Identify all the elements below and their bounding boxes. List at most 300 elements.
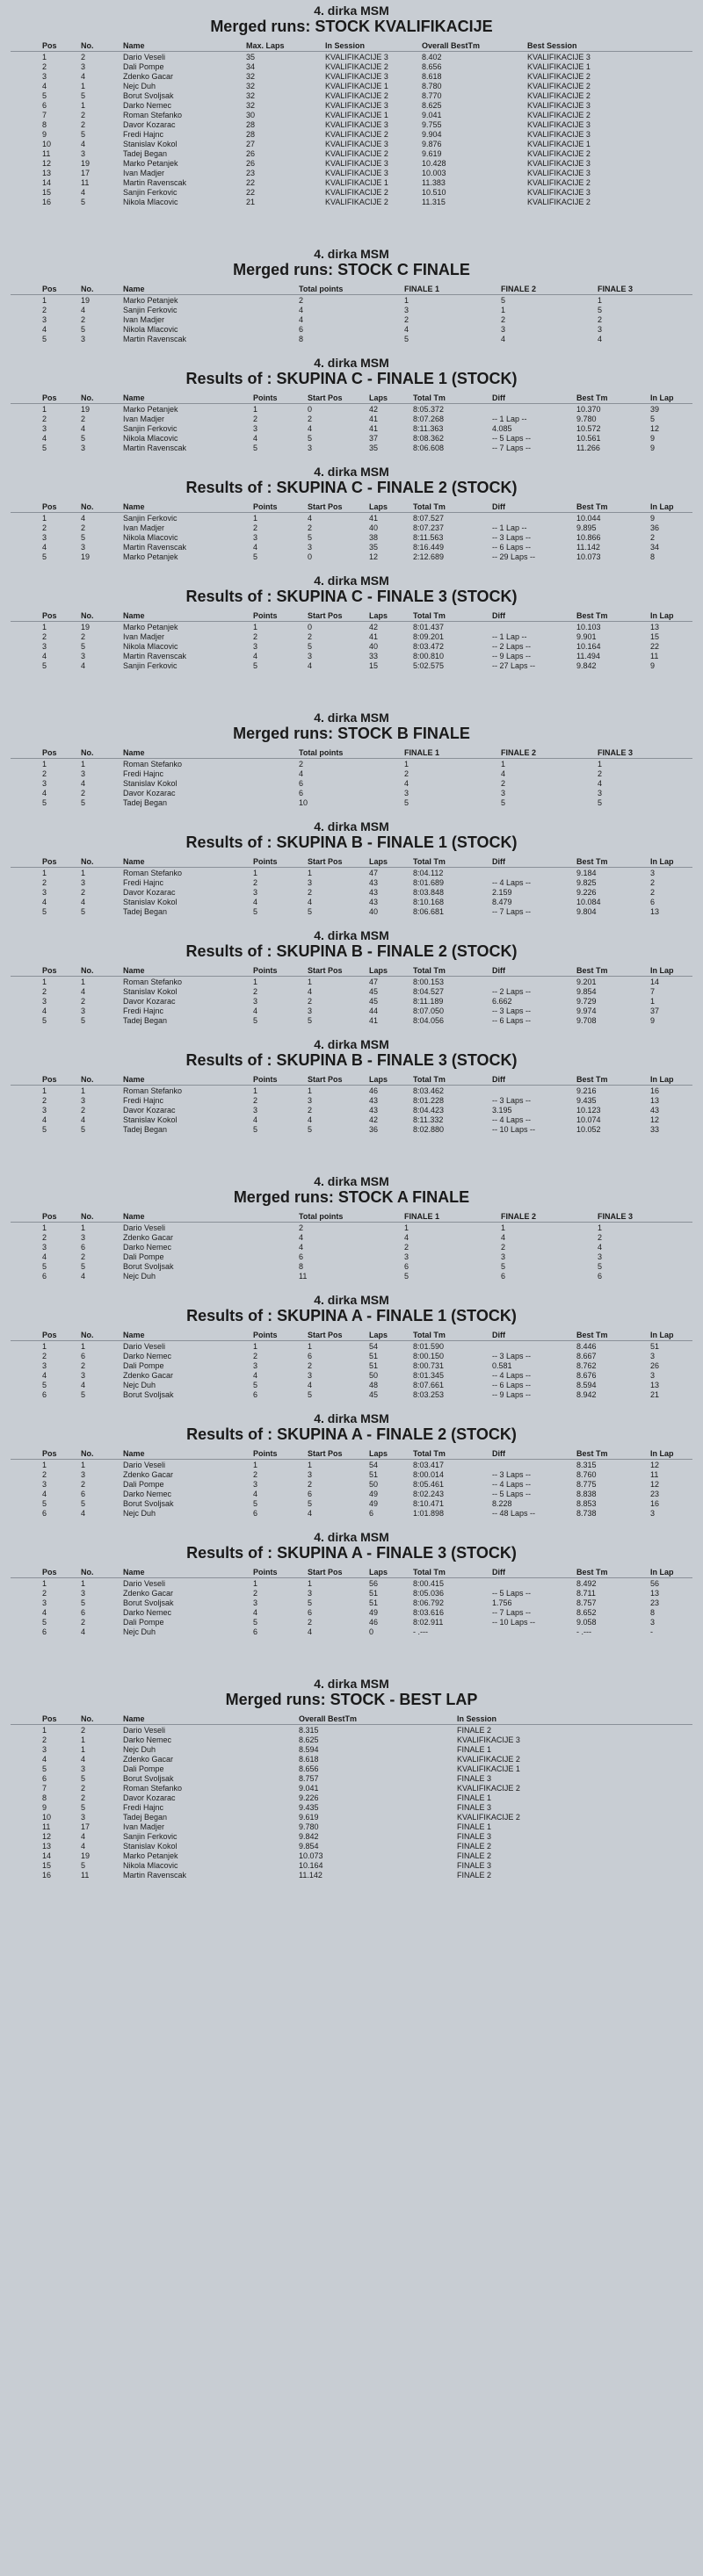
table-cell: 6 [299,788,304,797]
table-cell: 11.383 [422,177,446,187]
results-section [0,561,703,670]
table-cell: 8:03.472 [413,641,445,651]
table-cell: -- 6 Laps -- [492,542,532,552]
table-header-row [11,610,692,622]
table-cell: 4 [42,1754,47,1764]
table-cell: -- 7 Laps -- [492,1607,532,1617]
table-cell: 3 [650,868,656,877]
table-cell: 2 [501,1242,506,1252]
table-cell: 3 [501,788,506,797]
table-cell: Fredi Hajnc [123,1095,164,1105]
column-header: Start Pos [308,1075,343,1084]
table-cell: 9.755 [422,119,442,129]
table-cell: 0.581 [492,1360,512,1370]
table-cell: 3 [308,443,313,452]
table-cell: 2:12.689 [413,552,445,561]
table-cell: 11 [650,1469,659,1479]
table-cell: Martin Ravenscak [123,542,187,552]
table-cell: 8.618 [299,1754,319,1764]
table-cell: 9.780 [576,414,597,423]
column-header: No. [81,285,94,293]
table-cell: 15 [369,660,379,670]
table-cell: 4 [42,897,47,906]
column-header: Pos [42,1075,57,1084]
table-cell: Roman Stefanko [123,759,183,768]
table-cell: -- 6 Laps -- [492,1380,532,1389]
table-cell: 10 [42,1812,52,1822]
table-cell: 3 [81,1370,86,1380]
table-cell: -- 5 Laps -- [492,1489,532,1498]
table-cell: 8:01.437 [413,622,445,631]
column-header: No. [81,1714,94,1723]
table-cell: 14 [42,1851,52,1860]
table-row [11,1252,692,1261]
table-cell: KVALIFIKACIJE 2 [457,1783,520,1793]
table-cell: 8:04.056 [413,1015,445,1025]
section-title: Results of : SKUPINA C - FINALE 1 (STOCK) [185,370,518,387]
table-cell: 51 [369,1360,379,1370]
table-row [11,778,692,788]
table-cell: 6 [42,1271,47,1281]
table-cell: 2 [650,532,656,542]
table-cell: 8:05.372 [413,404,445,414]
table-cell: 8.757 [576,1598,597,1607]
table-cell: KVALIFIKACIJE 2 [527,81,591,90]
table-cell: 1 [42,1086,47,1095]
table-row [11,996,692,1006]
table-header-row [11,1714,692,1725]
table-row [11,631,692,641]
results-table [11,501,692,561]
column-header: Best Tm [576,1449,608,1458]
table-cell: -- 6 Laps -- [492,1015,532,1025]
event-heading: 4. dirka MSM [314,1411,389,1425]
table-cell: 54 [369,1341,379,1351]
column-header: FINALE 2 [501,1212,537,1221]
table-row [11,1793,692,1802]
table-cell: 51 [369,1588,379,1598]
table-cell: KVALIFIKACIJE 2 [527,197,591,206]
table-cell: KVALIFIKACIJE 2 [527,110,591,119]
table-cell: 2 [42,1469,47,1479]
table-row [11,139,692,148]
table-cell: Borut Svoljsak [123,1498,174,1508]
table-cell: 4 [299,768,304,778]
table-cell: 4 [404,1232,409,1242]
table-cell: 4 [81,1841,86,1851]
table-cell: 13 [650,1588,660,1598]
table-cell: 2 [42,631,47,641]
column-header: No. [81,857,94,866]
table-cell: 5 [253,552,258,561]
section-title: Merged runs: STOCK A FINALE [233,1188,470,1206]
table-cell: 5 [650,414,656,423]
table-cell: 49 [369,1489,379,1498]
table-cell: 12 [650,1479,660,1489]
table-row [11,119,692,129]
table-cell: Ivan Madjer [123,631,165,641]
table-cell: 0 [308,622,313,631]
section-title: Merged runs: STOCK B FINALE [233,725,470,742]
table-cell: Marko Petanjek [123,404,178,414]
table-cell: 35 [369,542,379,552]
column-header: FINALE 2 [501,748,537,757]
table-cell: KVALIFIKACIJE 2 [457,1754,520,1764]
results-section [0,1281,703,1399]
table-cell: 2 [501,314,506,324]
table-cell: 8:11.189 [413,996,444,1006]
table-cell: 3 [42,641,47,651]
column-header: No. [81,1212,94,1221]
table-cell: 2 [308,523,313,532]
table-cell: 2 [253,1351,258,1360]
column-header: Name [123,611,145,620]
table-cell: 40 [369,641,379,651]
column-header: No. [81,966,94,975]
table-cell: 8.656 [422,61,442,71]
table-cell: 9.226 [299,1793,319,1802]
column-header: Best Tm [576,1331,608,1339]
table-cell: 7 [42,1783,47,1793]
table-cell: Borut Svoljsak [123,1773,174,1783]
table-cell: 8:06.681 [413,906,445,916]
column-header: Points [253,393,278,402]
table-cell: 5 [42,1124,47,1134]
table-cell: 9.876 [422,139,442,148]
table-cell: Dario Veseli [123,1725,166,1735]
column-header: No. [81,1331,94,1339]
table-cell: 3 [404,305,409,314]
table-header-row [11,1448,692,1460]
results-section [0,1636,703,1880]
table-cell: 2 [81,110,86,119]
table-cell: 5 [42,552,47,561]
table-cell: 13 [650,1095,660,1105]
table-cell: FINALE 2 [457,1841,492,1851]
table-cell: 6 [308,1489,313,1498]
table-cell: Fredi Hajnc [123,768,164,778]
column-header: Pos [42,1331,57,1339]
table-row [11,90,692,100]
table-row [11,523,692,532]
results-table [11,747,692,807]
table-cell: KVALIFIKACIJE 3 [325,52,388,61]
table-cell: 2 [81,1793,86,1802]
table-cell: 38 [369,532,379,542]
table-cell: 19 [81,404,91,414]
column-header: Laps [369,1449,388,1458]
table-cell: 6 [42,1773,47,1783]
table-cell: 9.216 [576,1086,597,1095]
table-cell: 9 [650,443,656,452]
table-cell: 2 [308,1360,313,1370]
table-cell: 3 [81,443,86,452]
table-cell: 26 [246,158,256,168]
table-cell: 2 [299,759,304,768]
table-cell: 2 [42,877,47,887]
table-cell: 11 [650,651,659,660]
table-cell: 6 [299,324,304,334]
table-cell: 8:11.332 [413,1115,444,1124]
table-cell: Martin Ravenscak [123,651,187,660]
table-cell: 9.842 [299,1831,319,1841]
table-cell: Nikola Mlacovic [123,641,178,651]
table-cell: Tadej Began [123,1015,168,1025]
table-cell: 9.619 [299,1812,319,1822]
table-cell: 11.142 [576,542,600,552]
table-cell: Nejc Duh [123,1508,156,1518]
table-cell: KVALIFIKACIJE 2 [457,1812,520,1822]
table-cell: 4 [308,986,313,996]
table-cell: Roman Stefanko [123,868,183,877]
table-row [11,622,692,632]
table-cell: 3 [308,877,313,887]
table-cell: Dali Pompe [123,1764,164,1773]
table-cell: 1 [81,100,86,110]
table-cell: 4 [42,1006,47,1015]
table-cell: 1 [81,1460,86,1469]
table-cell: 4 [81,1271,86,1281]
table-header-row [11,747,692,759]
table-cell: 5 [42,797,47,807]
table-cell: 5 [81,641,86,651]
table-cell: 8:09.201 [413,631,445,641]
table-row [11,414,692,423]
table-cell: KVALIFIKACIJE 3 [325,139,388,148]
table-cell: 45 [369,996,379,1006]
column-header: Name [123,393,145,402]
table-cell: 1 [42,622,47,631]
table-cell: 4 [42,1489,47,1498]
table-row [11,433,692,443]
column-header: No. [81,393,94,402]
table-cell: 8.711 [576,1588,596,1598]
table-cell: 2 [299,1223,304,1232]
table-cell: Borut Svoljsak [123,1598,174,1607]
table-cell: 14 [42,177,52,187]
table-cell: 4 [308,1380,313,1389]
column-header: In Lap [650,393,674,402]
table-row [11,1360,692,1370]
table-cell: 4 [253,897,258,906]
column-header: In Session [457,1714,497,1723]
table-cell: 13 [650,622,660,631]
table-cell: 8 [42,1793,47,1802]
table-cell: 11 [81,1870,90,1880]
table-cell: 8.757 [299,1773,319,1783]
table-cell: 3 [650,1370,656,1380]
table-cell: 41 [369,414,379,423]
table-header-row [11,1211,692,1223]
table-cell: KVALIFIKACIJE 2 [325,129,388,139]
table-cell: 9.729 [576,996,597,1006]
table-cell: Sanjin Ferkovic [123,660,178,670]
table-cell: Martin Ravenscak [123,334,187,343]
column-header: Pos [42,1568,57,1577]
table-cell: 22 [246,177,256,187]
table-cell: 21 [246,197,256,206]
table-cell: 6 [650,897,656,906]
table-cell: 8:07.527 [413,513,445,523]
table-cell: 13 [42,1841,52,1851]
table-cell: 8.762 [576,1360,597,1370]
table-cell: 1 [81,759,86,768]
table-cell: KVALIFIKACIJE 3 [527,187,591,197]
table-cell: 10.164 [576,641,601,651]
table-cell: 8:00.150 [413,1351,445,1360]
table-cell: 2 [253,1095,258,1105]
table-cell: 12 [650,1460,660,1469]
table-cell: 5 [42,90,47,100]
table-row [11,552,692,561]
table-cell: 33 [650,1124,660,1134]
table-cell: 5 [81,433,86,443]
table-cell: 10.561 [576,433,601,443]
table-cell: -- 10 Laps -- [492,1617,536,1627]
table-cell: 28 [246,119,256,129]
table-cell: 4 [81,778,86,788]
table-cell: Tadej Began [123,148,168,158]
table-row [11,1783,692,1793]
table-header-row [11,1074,692,1086]
event-heading: 4. dirka MSM [314,465,389,479]
table-cell: -- 10 Laps -- [492,1124,536,1134]
table-cell: Dali Pompe [123,1360,164,1370]
table-cell: 3 [42,778,47,788]
table-cell: -- 4 Laps -- [492,1479,532,1489]
table-cell: Davor Kozarac [123,887,176,897]
table-cell: 40 [369,523,379,532]
table-cell: 8.446 [576,1341,597,1351]
table-cell: 4 [253,1006,258,1015]
table-cell: 16 [42,197,52,206]
table-cell: 4 [42,433,47,443]
table-cell: Nejc Duh [123,1744,156,1754]
table-row [11,100,692,110]
column-header: Pos [42,748,57,757]
table-cell: 8:01.590 [413,1341,445,1351]
table-cell: 1 [81,1223,86,1232]
event-heading: 4. dirka MSM [314,928,389,942]
table-row [11,1773,692,1783]
table-row [11,1744,692,1754]
table-cell: 4 [308,1627,313,1636]
table-cell: Sanjin Ferkovic [123,187,178,197]
table-cell: 32 [246,100,256,110]
table-cell: 5 [81,1498,86,1508]
table-cell: 5 [81,1802,86,1812]
table-cell: 1 [81,868,86,877]
table-cell: 8.492 [576,1578,597,1588]
table-cell: 35 [246,52,256,61]
table-cell: 10.164 [299,1860,323,1870]
table-cell: 2 [253,414,258,423]
table-cell: 1 [308,1086,313,1095]
table-cell: 1 [42,759,47,768]
column-header: Diff [492,1568,505,1577]
table-cell: 9.619 [422,148,442,158]
table-cell: 22 [246,187,256,197]
table-cell: 3 [253,1598,258,1607]
table-cell: 3 [253,996,258,1006]
table-cell: 4 [253,1370,258,1380]
table-cell: Dario Veseli [123,1341,166,1351]
table-row [11,1841,692,1851]
table-cell: Dali Pompe [123,1479,164,1489]
table-row [11,1223,692,1233]
table-cell: FINALE 1 [457,1793,492,1802]
table-cell: 5 [81,197,86,206]
table-cell: 4 [42,542,47,552]
column-header: No. [81,1075,94,1084]
table-cell: 8:02.911 [413,1617,444,1627]
table-cell: 6 [308,1351,313,1360]
table-cell: 5 [81,1389,86,1399]
table-cell: 3 [81,1764,86,1773]
table-cell: -- 1 Lap -- [492,523,527,532]
table-cell: 4 [253,1607,258,1617]
table-cell: 13 [42,168,52,177]
table-cell: FINALE 2 [457,1870,492,1880]
table-cell: 8:07.050 [413,1006,445,1015]
table-cell: 2 [404,1242,409,1252]
results-section [0,807,703,916]
table-cell: 3 [81,1006,86,1015]
column-header: Pos [42,611,57,620]
table-cell: -- 3 Laps -- [492,1006,532,1015]
table-cell: 11.142 [299,1870,323,1880]
column-header: Diff [492,393,505,402]
table-cell: 12 [42,158,52,168]
table-cell: Davor Kozarac [123,996,176,1006]
results-section [0,1518,703,1636]
table-cell: 4 [308,897,313,906]
column-header: Overall BestTm [299,1714,358,1723]
table-row [11,977,692,987]
table-cell: Fredi Hajnc [123,877,164,887]
table-cell: 10.370 [576,404,601,414]
table-cell: 3 [501,1252,506,1261]
table-cell: 8.618 [422,71,442,81]
table-row [11,906,692,916]
table-cell: 0 [308,552,313,561]
table-cell: 5 [404,797,409,807]
table-cell: Nejc Duh [123,1271,156,1281]
table-cell: Martin Ravenscak [123,1870,187,1880]
table-row [11,158,692,168]
table-cell: 4 [42,1115,47,1124]
table-cell: 6 [253,1508,258,1518]
table-cell: 8:03.616 [413,1607,445,1617]
column-header: Start Pos [308,857,343,866]
table-cell: 23 [246,168,256,177]
table-cell: 1 [253,404,258,414]
table-row [11,71,692,81]
table-cell: - [650,1627,653,1636]
column-header: Laps [369,966,388,975]
table-cell: Roman Stefanko [123,1783,183,1793]
table-cell: 2 [42,768,47,778]
table-cell: 2 [42,1232,47,1242]
column-header: Laps [369,502,388,511]
table-cell: 1.756 [492,1598,512,1607]
column-header: Name [123,857,145,866]
table-cell: 9 [42,129,47,139]
table-cell: Roman Stefanko [123,977,183,986]
table-cell: 1 [404,1223,409,1232]
table-cell: KVALIFIKACIJE 3 [527,52,591,61]
table-row [11,1460,692,1470]
